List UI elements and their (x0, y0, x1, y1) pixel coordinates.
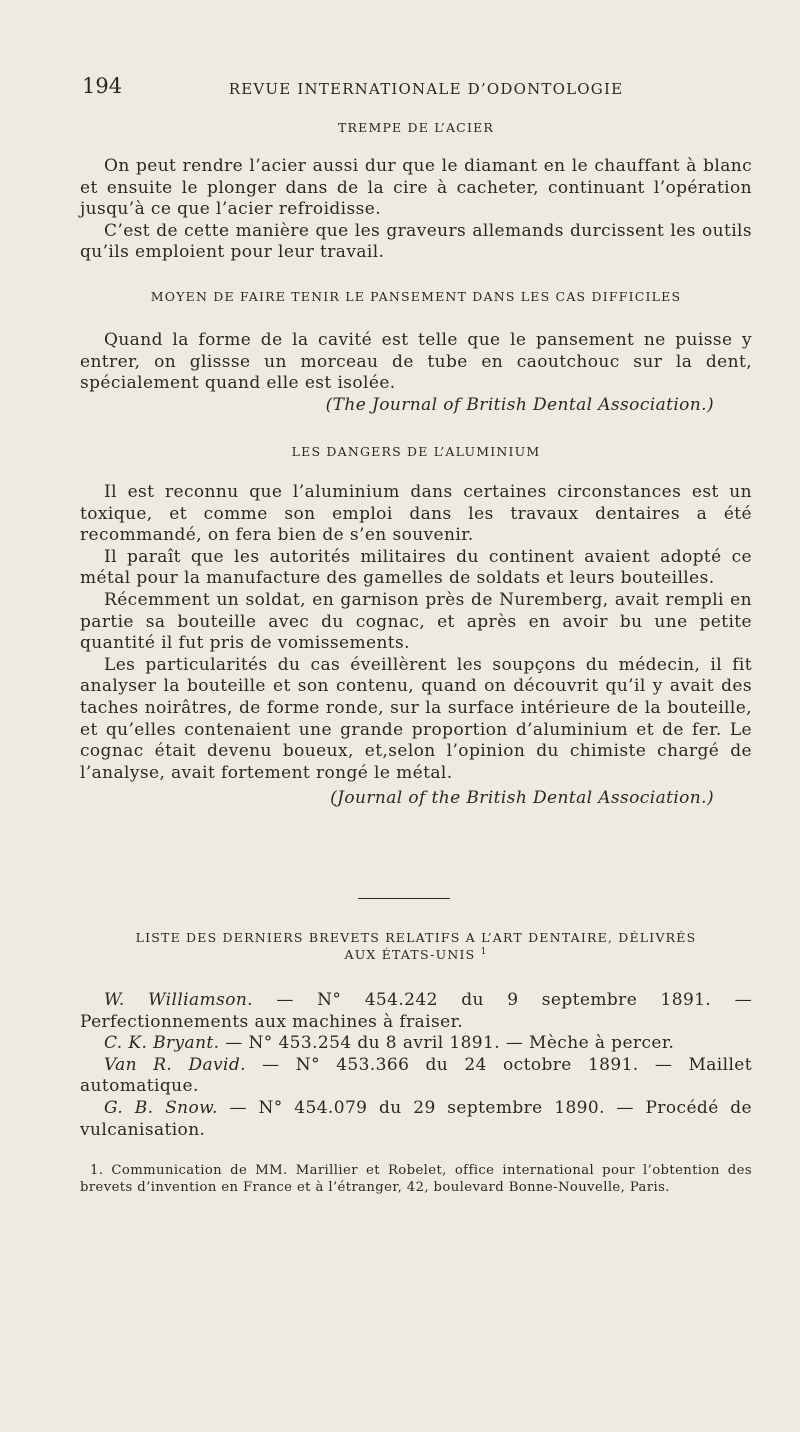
patent-holder: Van R. David. (104, 1054, 246, 1075)
source-citation: (Journal of the British Dental Association.) (330, 788, 714, 809)
section-body-pansement (80, 330, 752, 416)
paragraph: On peut rendre l’acier aussi dur que le diamant en le chauffant à blanc et ensuite le plonger dans de la cire à cacheter, continuant l’opération jusqu’à ce que l’acier refroidisse. (80, 156, 752, 220)
patent-entry (80, 1098, 752, 1141)
paragraph: C’est de cette manière que les graveurs allemands durcissent les outils qu’ils emploient pour leur travail. (80, 220, 752, 263)
patent-entry (80, 1055, 752, 1098)
paragraph: Les particularités du cas éveillèrent les soupçons du médecin, il fit analyser la bouteille et son contenu, quand on découvrit qu’il y avait des taches noirâtres, de forme ronde, sur la surface intérieure de la bouteille, et qu’elles contenaient une grande proportion d’aluminium et de fer. Le cognac était devenu boueux, et,selon l’opinion du chimiste chargé de l’analyse, avait fortement rongé le métal. (80, 654, 752, 783)
brevets-title-line1: LISTE DES DERNIERS BREVETS RELATIFS A L’ART DENTAIRE, DÉLIVRÉS (135, 930, 697, 945)
patent-entry (80, 1033, 752, 1055)
patent-text: — N° 454.079 du 29 septembre 1890. — Procédé de vulcanisation. (80, 1097, 753, 1140)
patent-text: — N° 454.242 du 9 septembre 1891. — Perfectionnements aux machines à fraiser. (80, 990, 752, 1032)
section-body-aluminium (80, 482, 752, 810)
section-divider (358, 898, 450, 899)
patent-text: — N° 453.366 du 24 octobre 1891. — Maillet automatique. (80, 1054, 752, 1097)
section-title-brevets (80, 930, 752, 962)
paragraph: Quand la forme de la cavité est telle que le pansement ne puisse y entrer, on glissse un morceau de tube en caoutchouc sur la dent, spécialement quand elle est isolée. (80, 330, 752, 394)
patent-text: — N° 453.254 du 8 avril 1891. — Mèche à percer. (219, 1033, 675, 1054)
footnote-marker: 1 (480, 947, 488, 957)
running-title: REVUE INTERNATIONALE D’ODONTOLOGIE (228, 80, 624, 98)
patent-entry (80, 990, 752, 1033)
paragraph: Il est reconnu que l’aluminium dans certaines circonstances est un toxique, et comme son emploi dans les travaux dentaires a été recommandé, on fera bien de s’en souvenir. (80, 482, 752, 546)
section-body-trempe (80, 156, 752, 264)
footnote (80, 1162, 752, 1196)
patent-holder: C. K. Bryant. (104, 1033, 220, 1054)
patent-holder: W. Williamson. (104, 990, 253, 1010)
paragraph: Récemment un soldat, en garnison près de Nuremberg, avait rempli en partie sa bouteille avec du cognac, et après en avoir bu une petite quantité il fut pris de vomissements. (80, 589, 752, 654)
paragraph: Il paraît que les autorités militaires du continent avaient adopté ce métal pour la manufacture des gamelles de soldats et leurs bouteilles. (80, 546, 752, 589)
brevets-title-line2 (80, 947, 752, 962)
patents-list (80, 990, 752, 1141)
section-title-trempe: TREMPE DE L’ACIER (337, 120, 495, 135)
page-header (82, 74, 730, 104)
section-title-aluminium: LES DANGERS DE L’ALUMINIUM (291, 444, 541, 459)
footnote-text: 1. Communication de MM. Marillier et Robelet, office international pour l’obtention des brevets d’invention en France et à l’étranger, 42, boulevard Bonne-Nouvelle, Paris. (80, 1163, 752, 1195)
section-title-pansement: MOYEN DE FAIRE TENIR LE PANSEMENT DANS LES CAS DIFFICILES (150, 289, 682, 304)
page-number: 194 (82, 74, 123, 98)
brevets-title-line2-text: AUX ÉTATS-UNIS (344, 947, 476, 963)
source-citation: (The Journal of British Dental Association.) (325, 394, 714, 415)
patent-holder: G. B. Snow. (104, 1097, 218, 1118)
